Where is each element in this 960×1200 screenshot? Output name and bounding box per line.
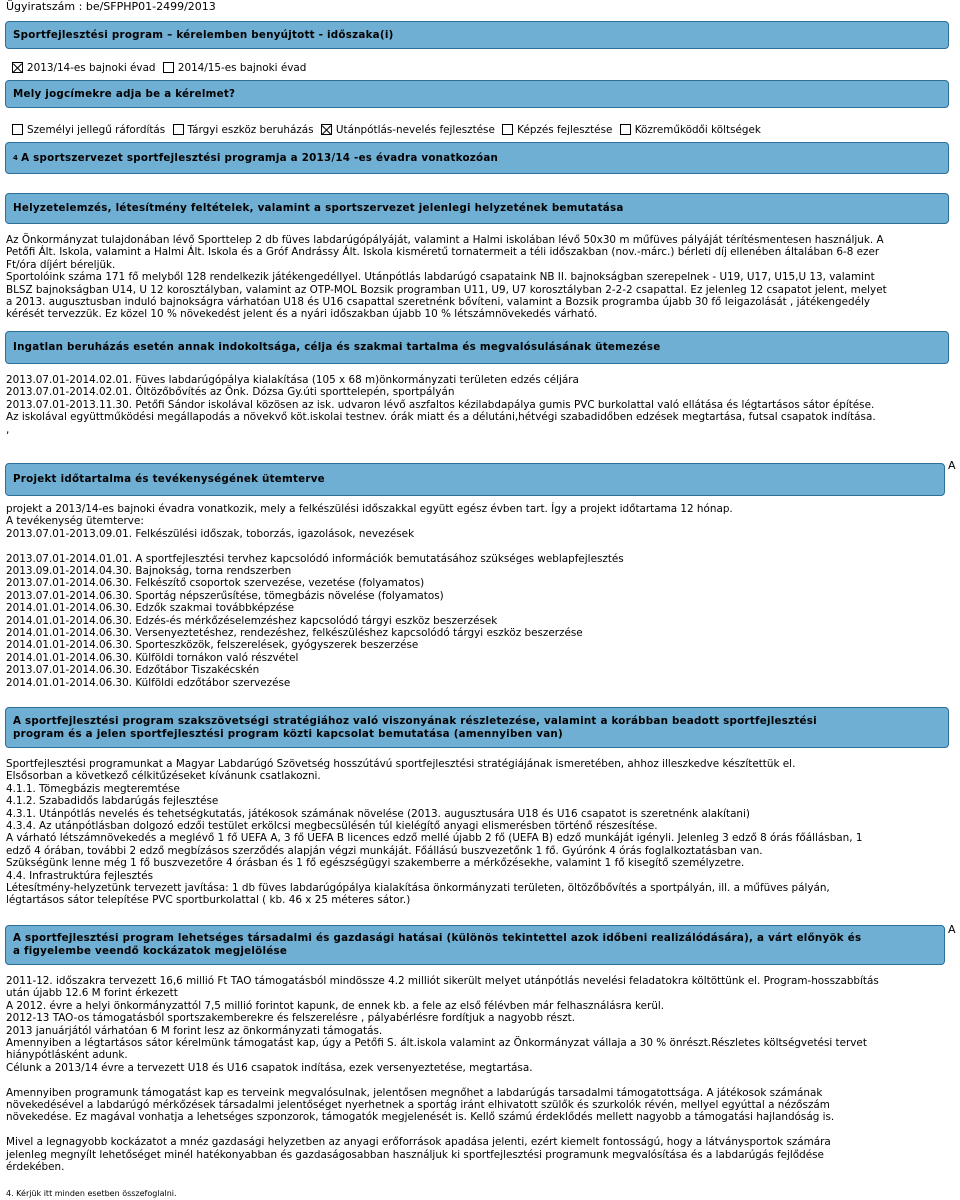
checkbox-checked-icon[interactable] — [321, 124, 332, 135]
text-line: Az iskolával együttműködési megállapodás a növekvő köt.iskolai testnev. órák miatt és a délutáni,hétvégi szabadidőben edzések megtartása, futsal csapatok indítása. — [6, 411, 876, 424]
claim-option-personal[interactable] — [12, 124, 169, 136]
marker-a: A — [948, 923, 956, 936]
text-line: 4.4. Infrastruktúra fejlesztés — [6, 869, 154, 882]
text-line: 2013.07.01-2013.11.30. Petőfi Sándor iskolával közösen az isk. udvaron lévő aszfaltos kézilabdapálya gumis PVC burkolattal való ellátása és légtartásos sátor építése. — [6, 398, 875, 411]
text-line: Amennyiben a légtartásos sátor kérelmünk támogatást kap, úgy a Petőfi S. ált.iskola valamint az Önkormányzat vállaja a 30 % önrészt.Részletes költségvetési tervet — [6, 1037, 867, 1050]
text-line: 2013.07.01-2014.06.30. Felkészítő csoportok szervezése, vezetése (folyamatos) — [6, 577, 425, 590]
section-claims-header — [5, 80, 949, 108]
text-line: hiánypótlásként adunk. — [6, 1049, 128, 1062]
checkbox-empty-icon[interactable] — [12, 124, 23, 135]
impact-text — [6, 975, 950, 1173]
text-line: 2013.07.01-2014.06.30. Edzőtábor Tiszakécskén — [6, 664, 260, 677]
text-line — [6, 1124, 950, 1136]
section-strategy-title-line2: program és a jelen sportfejlesztési program közti kapcsolat bemutatása (amennyiben van) — [13, 727, 563, 740]
text-line: Ft/óra díjért béreljük. — [6, 258, 116, 271]
text-line: Mivel a legnagyobb kockázatot a mnéz gazdasági helyzetben az anyagi erőforrások apadása jelenti, ezért kiemelt fontosságú, hogy a látványsportok számára — [6, 1136, 831, 1149]
text-line: 2014.01.01-2014.06.30. Versenyeztetéshez, rendezéshez, felkészüléshez kapcsolódó tárgyi eszköz beszerzése — [6, 627, 583, 640]
text-line: 2013.09.01-2014.04.30. Bajnokság, torna rendszerben — [6, 565, 292, 578]
claim-label: Képzés fejlesztése — [517, 124, 613, 136]
text-line: A várható létszámnövekedés a meglévő 1 fő UEFA A, 3 fő UEFA B licences edző mellé újabb 2 fő (UEFA B) edző munkáját igényli. Jelenleg 3 edző 8 órás főállásban, 1 — [6, 832, 863, 845]
section-period-header — [5, 21, 949, 49]
text-line: 2014.01.01-2014.06.30. Edzők szakmai továbbképzése — [6, 602, 294, 615]
season-label: 2013/14-es bajnoki évad — [27, 62, 156, 74]
text-line: , — [6, 423, 10, 436]
claim-label: Személyi jellegű ráfordítás — [27, 124, 166, 136]
text-line: A 2012. évre a helyi önkormányzattól 7,5 millió forintot kapunk, de ennek kb. a fele az első félévben már felhasználásra kerül. — [6, 999, 665, 1012]
checkbox-checked-icon[interactable] — [12, 62, 23, 73]
text-line: Sportolóink száma 171 fő melyből 128 rendelkezik játékengedéllyel. Utánpótlás labdarúgó csapataink NB II. bajnokságban szerepelnek - U19, U17, U15,U 13, valamint — [6, 271, 875, 284]
text-line: 2013 januárjától várhatóan 6 M forint lesz az önkormányzati támogatás. — [6, 1024, 383, 1037]
text-line: 4.3.1. Utánpótlás nevelés és tehetségkutatás, játékosok számának növelése (2013. augusztusára U18 és U16 csapatot is szeretnénk alakítani) — [6, 807, 750, 820]
claim-option-asset[interactable] — [173, 124, 317, 136]
text-line: Amennyiben programunk támogatást kap es terveink megvalósulnak, jelentősen megnőhet a labdarúgás tarsadalmi támogatottsága. A játékosok számának — [6, 1086, 823, 1099]
text-line: után újabb 12.6 M forint érkezett — [6, 987, 178, 1000]
text-line: jelenleg megnyílt lehetőséget minél hatékonyabban és gazdaságosabban használjuk ki sportfejlesztési programunk megvalósítása és a labdarúgás fejlődése — [6, 1148, 824, 1161]
text-line: 2014.01.01-2014.06.30. Külföldi tornákon való részvétel — [6, 651, 299, 664]
text-line: Elsősorban a következő célkitűzéseket kívánunk csatlakozni. — [6, 770, 321, 783]
text-line: 2014.01.01-2014.06.30. Edzés-és mérkőzéselemzéshez kapcsolódó tárgyi eszköz beszerzések — [6, 614, 498, 627]
text-line: Szükségünk lenne még 1 fő buszvezetőre 4 órásban és 1 fő egészségügyi szakemberre a mérkőzésekhe, valamint 1 fő kisegítő személyzetre. — [6, 857, 745, 870]
text-line: 2013.07.01-2014.02.01. Öltözőbővítés az Önk. Dózsa Gy.úti sporttelepén, sportpályán — [6, 386, 455, 399]
season-option-2014-15[interactable] — [163, 62, 307, 74]
claim-label: Tárgyi eszköz beruházás — [187, 124, 314, 136]
investment-text — [6, 374, 950, 436]
footnote-text: 4. Kérjük itt minden esetben összefoglalni. — [6, 1189, 177, 1198]
text-line: 2013.07.01-2014.02.01. Füves labdarúgópálya kialakítása (105 x 68 m)önkormányzati területen edzés céljára — [6, 374, 579, 386]
footnote-ref: 4 — [13, 153, 19, 162]
claim-label: Utánpótlás-nevelés fejlesztése — [335, 124, 495, 136]
text-line: 2011-12. időszakra tervezett 16,6 millió Ft TAO támogatásból mindössze 4.2 milliót sikerült melyet utánpótlás nevelési feladatokra költöttünk el. Program-hosszabbítás — [6, 975, 879, 987]
claims-checkbox-row — [12, 124, 765, 136]
text-line: légtartásos sátor telepítése PVC sportburkolattal ( kb. 46 x 25 méteres sátor.) — [6, 894, 411, 907]
text-line: 2013.07.01-2014.01.01. A sportfejlesztési tervhez kapcsolódó információk bemutatásához szükséges weblapfejlesztés — [6, 552, 624, 565]
section-impact-header — [5, 925, 945, 965]
section-situation-header — [5, 193, 949, 224]
season-label: 2014/15-es bajnoki évad — [177, 62, 307, 74]
text-line: 2014.01.01-2014.06.30. Sporteszközök, felszerelések, gyógyszerek beszerzése — [6, 639, 419, 652]
text-line: Célunk a 2013/14 évre a tervezett U18 és U16 csapatok indítása, ezek versenyeztetése, megtartása. — [6, 1061, 533, 1074]
section-period-title: Sportfejlesztési program – kérelemben benyújtott - időszaka(i) — [13, 28, 394, 41]
season-checkbox-row — [12, 62, 310, 74]
program-heading: A sportszervezet sportfejlesztési programja a 2013/14 -es évadra vonatkozóan — [21, 151, 499, 164]
section-timeline-title: Projekt időtartalma és tevékenységének ütemterve — [13, 473, 325, 485]
claim-label: Közreműködői költségek — [634, 124, 761, 136]
timeline-text — [6, 503, 950, 689]
text-line: projekt a 2013/14-es bajnoki évadra vonatkozik, mely a felkészülési időszakkal együtt egész évben tart. Így a projekt időtartama 12 hónap. — [6, 503, 733, 515]
document-id: Ügyiratszám : be/SFPHP01-2499/2013 — [6, 0, 216, 13]
section-investment-title: Ingatlan beruházás esetén annak indokoltsága, célja és szakmai tartalma és megvalósulásának ütemezése — [13, 341, 661, 353]
text-line: Az Önkormányzat tulajdonában lévő Sporttelep 2 db füves labdarúgópályáját, valamint a Halmi iskolában lévő 50x30 m műfüves pályáját térítésmentesen használjuk. A — [6, 234, 884, 246]
text-line: 4.1.2. Szabadidős labdarúgás fejlesztése — [6, 795, 219, 808]
text-line: Petőfi Ált. Iskola, valamint a Halmi Ált. Iskola és a Gróf Andrássy Ált. Iskola kisméretű tornatermeit a téli időszakban (nov.-márc.) bérleti díj ellenében általában 6-8 ezer — [6, 246, 880, 259]
claim-option-contributor[interactable] — [620, 124, 761, 136]
text-line: növekedésével a labdarúgó mérkőzések társadalmi jelentőséget nyerhetnek a sportág iránt elhivatott szülők és szurkolók révén, mellyel egyúttal a nézőszám — [6, 1099, 830, 1112]
text-line: Sportfejlesztési programunkat a Magyar Labdarúgó Szövetség hosszútávú sportfejlesztési stratégiájának ismeretében, ahhoz illeszkedve készítettük el. — [6, 758, 796, 770]
text-line: 4.3.4. Az utánpótlásban dolgozó edzői testület erkölcsi megbecsülésén túl kielégítő anyagi elismerésben történő részesítése. — [6, 820, 658, 833]
program-heading-bar — [5, 142, 949, 174]
section-situation-title: Helyzetelemzés, létesítmény feltételek, valamint a sportszervezet jelenlegi helyzetének bemutatása — [13, 202, 624, 214]
text-line: 2014.01.01-2014.06.30. Külföldi edzőtábor szervezése — [6, 676, 291, 689]
section-impact-title-line1: A sportfejlesztési program lehetséges társadalmi és gazdasági hatásai (különös tekintettel azok időbeni realizálódására), a várt előnyök és — [13, 932, 862, 944]
claim-option-youth[interactable] — [321, 124, 498, 136]
checkbox-empty-icon[interactable] — [502, 124, 513, 135]
section-impact-title-line2: a figyelembe veendő kockázatok megjelölése — [13, 945, 288, 957]
text-line: 4.1.1. Tömegbázis megteremtése — [6, 782, 180, 795]
text-line: érdekében. — [6, 1161, 65, 1174]
section-claims-title: Mely jogcímekre adja be a kérelmet? — [13, 87, 236, 100]
checkbox-empty-icon[interactable] — [163, 62, 174, 73]
text-line — [6, 1074, 950, 1086]
situation-text — [6, 234, 950, 321]
season-option-2013-14[interactable] — [12, 62, 159, 74]
text-line: A tevékenység ütemterve: — [6, 515, 144, 528]
checkbox-empty-icon[interactable] — [620, 124, 631, 135]
text-line: edző 4 órában, további 2 edző megbízásos szerződés alapján végzi munkáját. Főállású buszvezetőnk 1 fő. Gyúrónk 4 órás foglalkoztatásban van. — [6, 844, 763, 857]
text-line: növekedése. Ez magával vonhatja a lehetséges szponzorok, támogatók megjelenését is. Kellő számú érdeklődés mellett nagyobb a támogatási hajlandóság is. — [6, 1111, 835, 1124]
section-strategy-title-line1: A sportfejlesztési program szakszövetségi stratégiához való viszonyának részletezése, valamint a korábban beadott sportfejlesztési — [13, 714, 817, 727]
section-timeline-header — [5, 463, 945, 496]
text-line: 2013.07.01-2014.06.30. Sportág népszerűsítése, tömegbázis növelése (folyamatos) — [6, 589, 444, 602]
text-line: Létesítmény-helyzetünk tervezett javítása: 1 db füves labdarúgópálya kialakítása önkormányzati területen, öltözőbővítés a sportpályán, ill. a műfüves pályán, — [6, 882, 830, 895]
text-line: kérését tervezzük. Ez közel 10 % növekedést jelent és a nyári időszakban újabb 10 % létszámnövekedés várható. — [6, 308, 598, 321]
strategy-text — [6, 758, 950, 907]
text-line: 2012-13 TAO-os támogatásból sportszakemberekre és felszerelésre , pályabérlésre fordítjuk a nagyobb részt. — [6, 1012, 576, 1025]
marker-a: A — [948, 459, 956, 472]
section-strategy-header — [5, 707, 949, 748]
claim-option-training[interactable] — [502, 124, 616, 136]
text-line — [6, 540, 950, 552]
section-investment-header — [5, 331, 949, 364]
text-line: 2013.07.01-2013.09.01. Felkészülési időszak, toborzás, igazolások, nevezések — [6, 527, 415, 540]
text-line: BLSZ bajnokságban U14, U 12 korosztályban, valamint az OTP-MOL Bozsik programban U11, U9, U7 korosztályban 2-2-2 csapattal. Ez jelenleg 12 csapatot jelent, melyet — [6, 283, 887, 296]
checkbox-empty-icon[interactable] — [173, 124, 184, 135]
text-line: a 2013. augusztusban induló bajnokságra várhatóan U18 és U16 csapattal szeretnénk bővíteni, valamint a Bozsik programba újabb 30 fő leigazolását , játékengedély — [6, 296, 871, 309]
